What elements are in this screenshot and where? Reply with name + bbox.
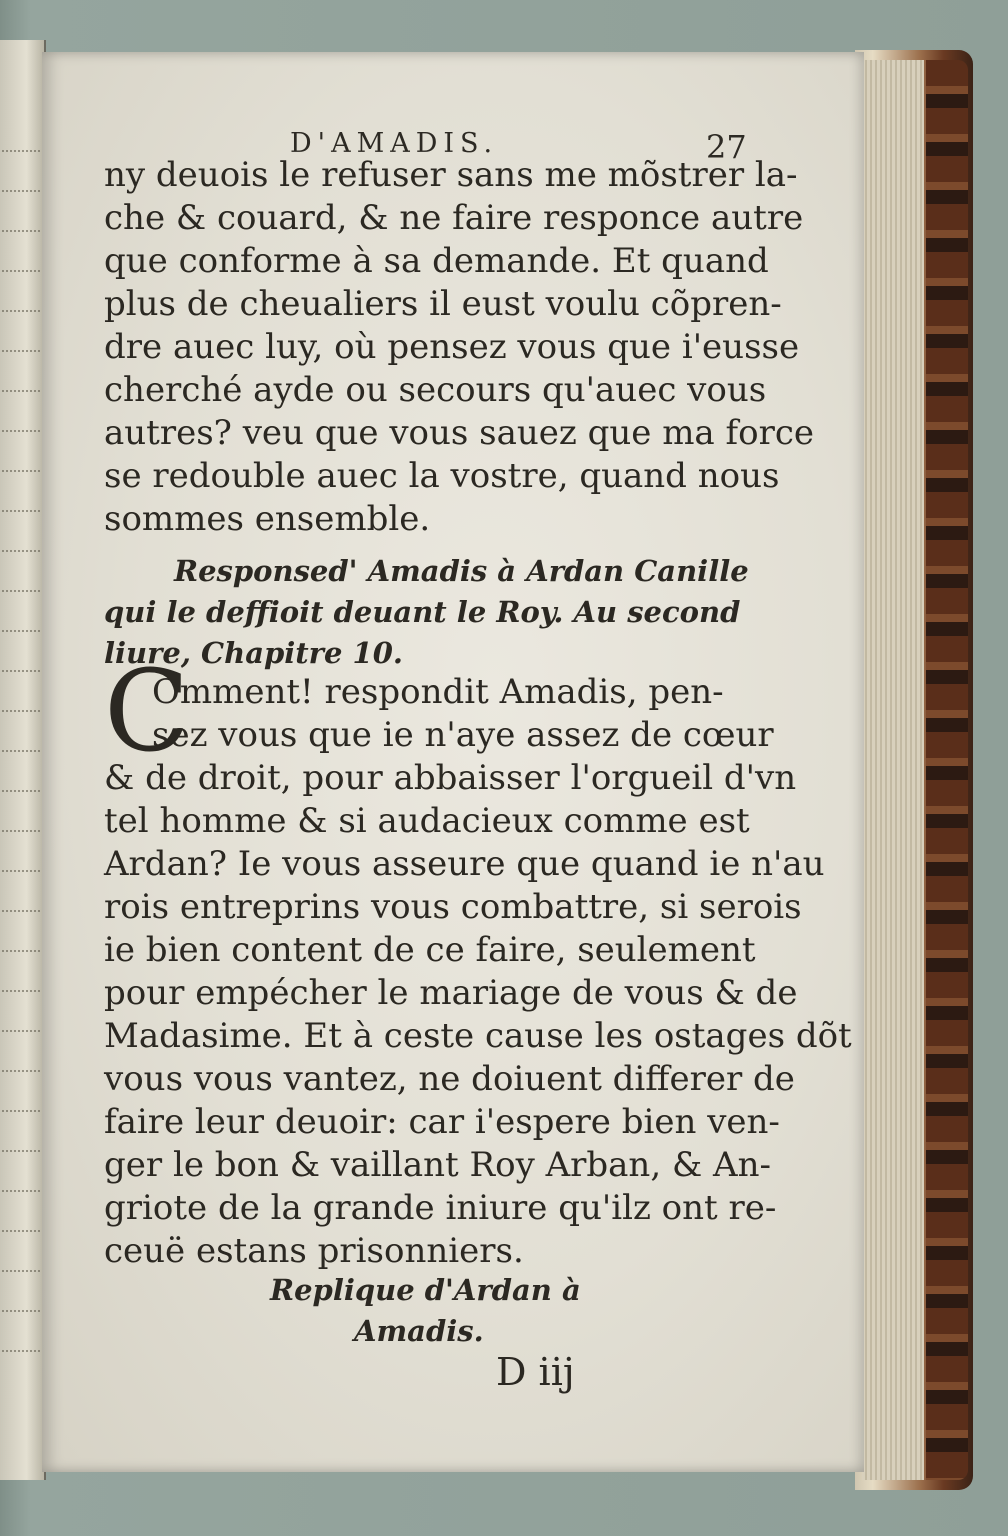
drop-cap: C — [104, 647, 190, 777]
text-line: vous vous vantez, ne doiuent differer de — [104, 1059, 795, 1099]
text-line: que conforme à sa demande. Et quand — [104, 241, 769, 281]
text-line: rois entreprins vous combattre, si serois — [104, 887, 802, 927]
text-line: & de droit, pour abbaisser l'orgueil d'vn — [104, 758, 797, 798]
text-line: ny deuois le refuser sans me mõstrer la- — [104, 155, 798, 195]
text-line: griote de la grande iniure qu'ilz ont re- — [104, 1188, 777, 1228]
previous-page-edge — [0, 40, 46, 1480]
text-line: se redouble auec la vostre, quand nous — [104, 456, 780, 496]
text-line: ie bien content de ce faire, seulement — [104, 930, 756, 970]
text-line: Madasime. Et à ceste cause les ostages dõt — [104, 1016, 852, 1056]
page-number: 27 — [706, 128, 747, 166]
text-line: Omment! respondit Amadis, pen- — [152, 672, 724, 712]
text-line: sez vous que ie n'aye assez de cœur — [152, 715, 774, 755]
text-line: ger le bon & vaillant Roy Arban, & An- — [104, 1145, 771, 1185]
heading-line: liure, Chapitre 10. — [104, 636, 403, 670]
section-heading — [104, 551, 764, 674]
page-edges — [862, 60, 924, 1480]
text-line: che & couard, & ne faire responce autre — [104, 198, 804, 238]
text-line: cherché ayde ou secours qu'auec vous — [104, 370, 767, 410]
heading-line: qui le deffioit deuant le Roy. Au second — [104, 595, 741, 629]
cover-binding — [926, 60, 968, 1480]
text-line: plus de cheualiers il eust voulu cõpren- — [104, 284, 782, 324]
text-line: sommes ensemble. — [104, 499, 431, 539]
text-line: pour empécher le mariage de vous & de — [104, 973, 798, 1013]
heading-line: Replique d'Ardan à — [270, 1273, 581, 1307]
text-line: autres? veu que vous sauez que ma force — [104, 413, 814, 453]
text-line: faire leur deuoir: car i'espere bien ven- — [104, 1102, 780, 1142]
text-line: ceuë estans prisonniers. — [104, 1231, 524, 1271]
heading-line: Amadis. — [354, 1314, 484, 1348]
text-line: tel homme & si audacieux comme est — [104, 801, 750, 841]
running-head: D'AMADIS. — [290, 128, 499, 159]
signature-mark: D iij — [496, 1350, 575, 1394]
closing-heading — [270, 1270, 690, 1352]
paragraph-continued — [104, 154, 814, 541]
text-line: Ardan? Ie vous asseure que quand ie n'au — [104, 844, 825, 884]
text-line: dre auec luy, où pensez vous que i'eusse — [104, 327, 800, 367]
paragraph-main — [104, 671, 852, 1273]
heading-line: Responsed' Amadis à Ardan Canille — [174, 554, 749, 588]
